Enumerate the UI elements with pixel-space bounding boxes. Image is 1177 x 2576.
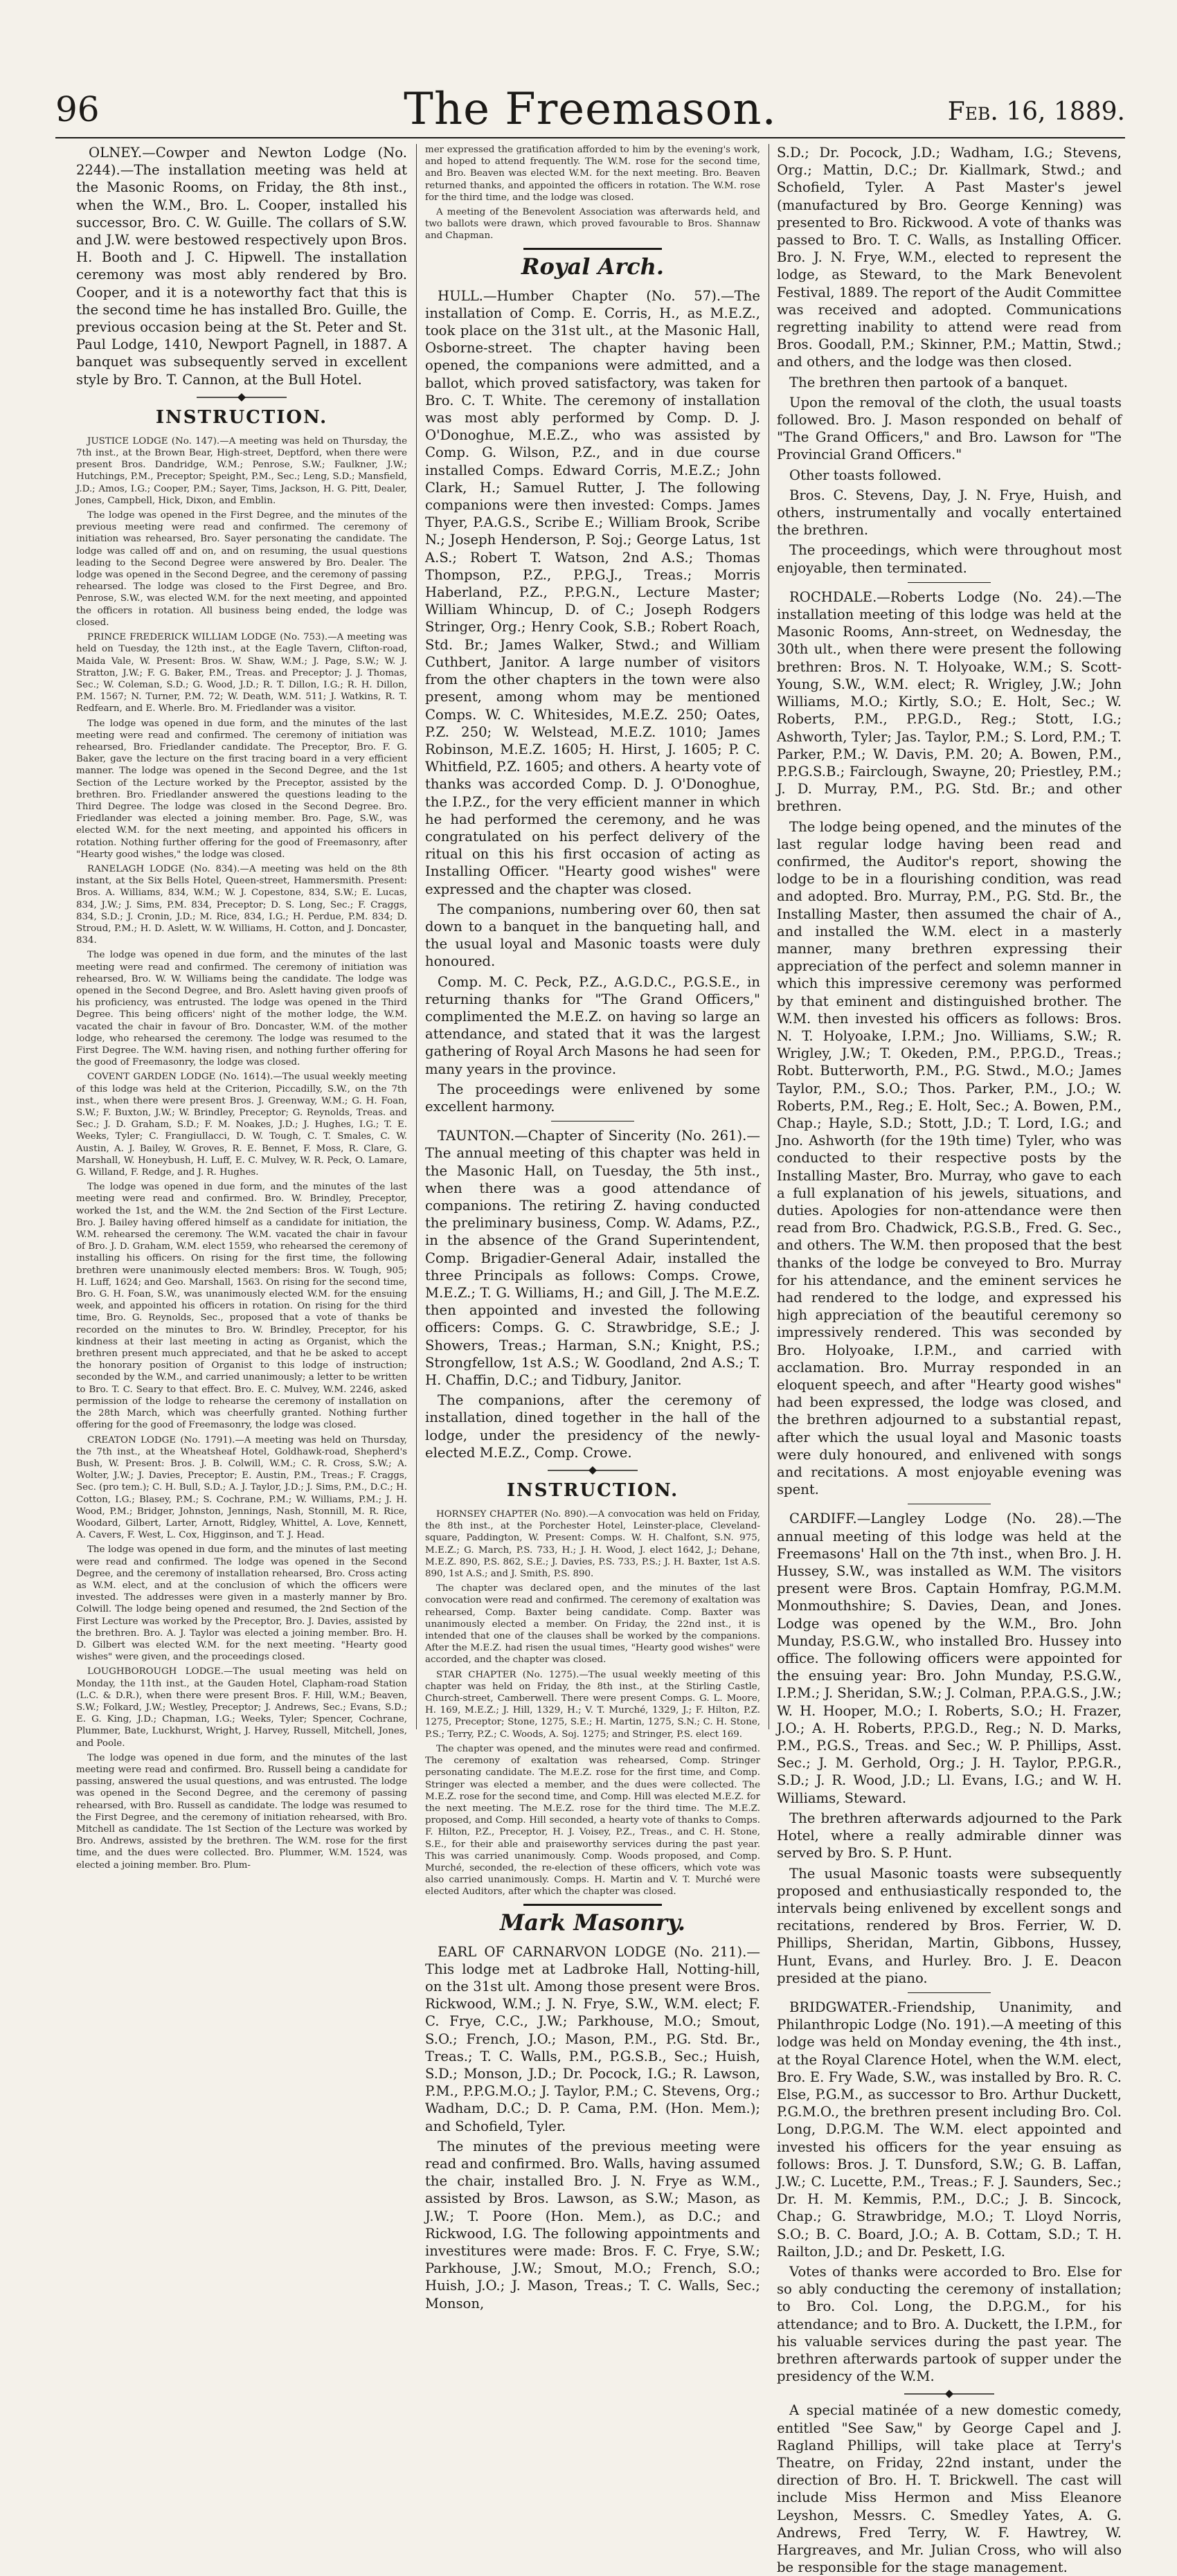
ornament-divider (548, 1466, 638, 1475)
section-rule (523, 1904, 662, 1906)
report-loughborough-lodge: LOUGHBOROUGH LODGE.—The usual meeting was held on Monday, the 11th inst., at the Gauden Hotel, Clapham-road Station (L.C. & D.R.), when there were present Bros. F. Hill, W.M.; Beaven, S.W.; Folkard, J.W.; Westley, Preceptor; J. Andrews, Sec.; Evans, S.D.; E. G. King, J.D.; Chapman, I.G.; Weeks, Tyler; Spencer, Cochrane, Plummer, Bate, Luckhurst, Wright, J. Harvey, Russell, Mitchell, Jones, and Poole. (76, 1666, 407, 1749)
report-paragraph: The chapter was opened, and the minutes were read and confirmed. The ceremony of exaltation was rehearsed, Comp. Stringer personating candidate. The M.E.Z. rose for the first time, and Comp. Stringer was elected a member, and the dues were collected. The M.E.Z. rose for the second time, and Comp. Hill was elected M.E.Z. for the next meeting. The M.E.Z. rose for the third time. The M.E.Z. proposed, and Comp. Hill seconded, a hearty vote of thanks to Comps. F. Hilton, P.Z., Preceptor, H. J. Voisey, P.Z., Treas., and C. H. Stone, S.E., for their able and praiseworthy services during the past year. This was carried unanimously. Comp. Woods proposed, and Comp. Murché, seconded, the re-election of these officers, which vote was also carried unanimously. Comps. H. Martin and V. T. Murché were elected Auditors, after which the chapter was closed. (425, 1743, 760, 1898)
report-star-chapter: STAR CHAPTER (No. 1275).—The usual weekly meeting of this chapter was held on Friday, the 8th inst., at the Stirling Castle, Church-street, Camberwell. There were present Comps. G. L. Moore, H. 169, M.E.Z.; J. Hill, 1329, H.; V. T. Murché, 1329, J.; F. Hilton, P.Z. 1275, Preceptor; Stone, 1275, S.E.; H. Martin, 1275, S.N.; C. H. Stone, P.S.; Terry, P.Z.; C. Woods, A. Soj. 1275; and Stringer, P.S. elect 169. (425, 1669, 760, 1740)
notice-matinee: A special matinée of a new domestic comedy, entitled "See Saw," by George Capel and J. Ragland Phillips, will take place at Terry's Theatre, on Friday, 22nd instant, under the direction of Bro. H. T. Brickwell. The cast will include Miss Hermon and Miss Eleanore Leyshon, Messrs. C. Smedley Yates, A. G. Andrews, Fred Terry, W. F. Hawtrey, W. Hargreaves, and Mr. Julian Cross, who will also be responsible for the stage management. (777, 2402, 1122, 2576)
report-paragraph: Bros. C. Stevens, Day, J. N. Frye, Huish, and others, instrumentally and vocally entertained the brethren. (777, 487, 1122, 539)
report-paragraph: The lodge was opened in due form, and the minutes of the last meeting were read and confirmed. The ceremony of initiation was rehearsed, Bro. Friedlander candidate. The Preceptor, Bro. F. G. Baker, gave the lecture on the first tracing board in a very efficient manner. The lodge was opened in the Second Degree, and the 1st Section of the Lecture worked by the Preceptor, assisted by the brethren. Bro. Friedlander answered the questions leading to the Third Degree. The lodge was closed in the Second Degree. Bro. Friedlander was elected a joining member. Bro. Page, S.W., was elected W.M. for the next meeting, and appointed his officers in rotation. Nothing further offering for the good of Freemasonry, after "Hearty good wishes," the lodge was closed. (76, 718, 407, 860)
article-rule (908, 1992, 991, 1993)
section-heading-royal-arch: Royal Arch. (521, 253, 665, 280)
column-2 (425, 144, 760, 2312)
masthead (55, 82, 1125, 141)
section-heading-instruction: INSTRUCTION. (506, 1480, 679, 1502)
report-paragraph: Upon the removal of the cloth, the usual toasts followed. Bro. J. Mason responded on behalf of "The Grand Officers," and Bro. Lawson for "The Provincial Grand Officers." (777, 394, 1122, 463)
report-paragraph: The lodge being opened, and the minutes of the last regular lodge having been read and confirmed, the Auditor's report, showing the lodge to be in a flourishing condition, was read and adopted. Bro. Murray, P.M., P.G. Std. Br., the Installing Master, then assumed the chair of A., and installed the W.M. elect in a masterly manner, many brethren expressing their appreciation of the perfect and solemn manner in which this impressive ceremony was performed by that eminent and distinguished brother. The W.M. then invested his officers as follows: Bros. N. T. Holyoake, I.P.M.; Jno. Williams, S.W.; R. Wrigley, J.W.; T. Okeden, P.M., P.P.G.D., Treas.; Robt. Butterworth, P.M., P.G. Stwd., M.O.; James Taylor, P.M., S.O.; Thos. Parker, P.M., J.O.; W. Roberts, P.M., Reg.; E. Holt, Sec.; A. Bowen, P.M., Chap.; Hayle, S.D.; Stott, J.D.; T. Lord, I.G.; and Jno. Ashworth (for the 19th time) Tyler, who was conducted to their respective posts by the Installing Master, Bro. Murray, who gave to each a full explanation of his jewels, situations, and duties. Apologies for non-attendance were then read from Bro. Chadwick, P.G.S.B., Fred. G. Sec., and others. The W.M. then proposed that the best thanks of the lodge be conveyed to Bro. Murray for his attendance, and the eminent services he had rendered to the lodge, and expressed his high appreciation of the beautiful ceremony so impressively rendered. This was seconded by Bro. Holyoake, I.P.M., and carried with acclamation. Bro. Murray responded in an eloquent speech, and after "Hearty good wishes" had been expressed, the lodge was closed, and the brethren adjourned to a substantial repast, after which the usual loyal and Masonic toasts were duly honoured, and enlivened with songs and recitations. A most enjoyable evening was spent. (777, 818, 1122, 1498)
report-paragraph: The lodge was opened in due form, and the minutes of the last meeting were read and confirmed. The ceremony of initiation was rehearsed, Bro. W. W. Williams being the candidate. The lodge was opened in the Second Degree, and Bro. Aslett having given proofs of his proficiency, was entrusted. The lodge was opened in the Third Degree. This being officers' night of the mother lodge, the W.M. vacated the chair in favour of Bro. Doncaster, W.M. of the mother lodge, who rehearsed the ceremony. The lodge was resumed to the First Degree. The W.M. having risen, and nothing further offering for the good of Freemasonry, the lodge was closed. (76, 950, 407, 1068)
report-ranelagh-lodge: RANELAGH LODGE (No. 834).—A meeting was held on the 8th instant, at the Six Bells Hotel, Queen-street, Hammersmith. Present: Bros. A. Williams, 834, W.M.; W. J. Copestone, 834, S.W.; E. Lucas, 834, J.W.; J. Sims, P.M. 834, Preceptor; D. S. Long, Sec.; F. Craggs, 834, S.D.; J. Cronin, J.D.; M. Rice, 834, I.G.; H. Perdue, P.M. 834; D. Stroud, P.M.; H. D. Aslett, W. W. Williams, H. Cotton, and J. Doncaster, 834. (76, 863, 407, 946)
report-earl-of-carnarvon-lodge: EARL OF CARNARVON LODGE (No. 211).—This lodge met at Ladbroke Hall, Notting-hill, on the 31st ult. Among those present were Bros. Rickwood, W.M.; J. N. Frye, S.W., W.M. elect; F. C. Frye, C.C., J.W.; Parkhouse, M.O.; Smout, S.O.; French, J.O.; Mason, P.M., P.G. Std. Br., Treas.; T. C. Walls, P.M., P.G.S.B., Sec.; Huish, S.D.; Monson, J.D.; Dr. Pocock, I.G.; R. Lawson, P.M., P.P.G.M.O.; J. Taylor, P.M.; C. Stevens, Org.; Wadham, D.C.; D. P. Cama, P.M. (Hon. Mem.); and Schofield, Tyler. (425, 1943, 760, 2134)
report-hornsey-chapter: HORNSEY CHAPTER (No. 890).—A convocation was held on Friday, the 8th inst., at the Porchester Hotel, Leinster-place, Cleveland-square, Paddington, W. Present: Comps. W. H. Chalfont, S.N. 975, M.E.Z.; G. March, P.S. 733, H.; J. H. Wood, J. elect 1642, J.; Dehane, M.E.Z. 890, P.S. 862, S.E.; J. Davies, P.S. 733, P.S.; J. H. Baxter, 1st A.S. 890, 1st A.S.; and J. Smith, P.S. 890. (425, 1509, 760, 1580)
report-paragraph: The companions, numbering over 60, then sat down to a banquet in the banqueting hall, and the usual loyal and Masonic toasts were duly honoured. (425, 901, 760, 970)
report-paragraph: The lodge was opened in due form, and the minutes of the last meeting were read and confirmed. Bro. Russell being a candidate for passing, answered the usual questions, and was entrusted. The lodge was opened in the Second Degree, and the ceremony of passing rehearsed, with Bro. Russell as candidate. The lodge was resumed to the First Degree, and the ceremony of initiation rehearsed, with Bro. Mitchell as candidate. The 1st Section of the Lecture was worked by Bro. Andrews, assisted by the brethren. The W.M. rose for the first time, and the dues were collected. Bro. Plummer, W.M. 1524, was elected a joining member. Bro. Plum- (76, 1752, 407, 1871)
report-prince-frederick-william-lodge: PRINCE FREDERICK WILLIAM LODGE (No. 753).—A meeting was held on Tuesday, the 12th inst., at the Eagle Tavern, Clifton-road, Maida Vale, W. Present: Bros. W. Shaw, W.M.; J. Page, S.W.; W. J. Stratton, J.W.; F. G. Baker, P.M., Treas. and Preceptor; J. J. Thomas, Sec.; W. Coleman, S.D.; G. Wood, J.D.; R. T. Dillon, I.G.; R. H. Dillon, P.M. 1567; N. Turner, P.M. 72; W. Death, W.M. 511; J. Watkins, R. T. Redfearn, and E. Wherle. Bro. M. Friedlander was a visitor. (76, 632, 407, 714)
publication-title: The Freemason. (404, 84, 777, 135)
report-paragraph: Other toasts followed. (789, 467, 942, 483)
article-rule (551, 1121, 634, 1122)
report-hull-humber-chapter: HULL.—Humber Chapter (No. 57).—The installation of Comp. E. Corris, H., as M.E.Z., took place on the 31st ult., at the Masonic Hall, Osborne-street. The chapter having been opened, the companions were admitted, and a ballot, which proved satisfactory, was taken for Bro. C. T. White. The ceremony of installation was most ably performed by Comp. D. J. O'Donoghue, M.E.Z., who was assisted by Comp. G. Wilson, P.Z., and in due course installed Comps. Edward Corris, M.E.Z.; John Clark, H.; Samuel Rutter, J. The following companions were then invested: Comps. James Thyer, P.A.G.S., Scribe E.; William Brook, Scribe N.; Joseph Henderson, P. Soj.; George Latus, 1st A.S.; Robert T. Watson, 2nd A.S.; Thomas Thompson, P.Z., P.P.G.J., Treas.; Morris Haberland, P.Z., P.P.G.N., Lecture Master; William Whincup, D. of C.; Joseph Rodgers Stringer, Org.; Henry Cook, S.B.; Robert Roach, Std. Br.; James Walker, Stwd.; and William Cuthbert, Janitor. A large number of visitors from the other chapters in the town were also present, among whom may be mentioned Comps. W. C. Whitesides, M.E.Z. 250; Oates, P.Z. 250; W. Welstead, M.E.Z. 1010; James Robinson, M.E.Z. 1605; H. Hirst, J. 1605; P. C. Whitfield, P.Z. 1605; and others. A hearty vote of thanks was accorded Comp. D. J. O'Donoghue, the I.P.Z., for the very efficient manner in which he had performed the ceremony, and he was congratulated on his perfect delivery of the ritual on this his first occasion of acting as Installing Officer. "Hearty good wishes" were expressed and the chapter was closed. (425, 287, 760, 897)
report-paragraph: The minutes of the previous meeting were read and confirmed. Bro. Walls, having assumed the chair, installed Bro. J. N. Frye as W.M., assisted by Bros. Lawson, as S.W.; Mason, as J.W.; T. Poore (Hon. Mem.), as D.C.; and Rickwood, I.G. The following appointments and investitures were made: Bros. F. C. Frye, S.W.; Parkhouse, J.W.; Smout, M.O.; French, S.O.; Huish, J.O.; J. Mason, Treas.; T. C. Walls, Sec.; Monson, (425, 2138, 760, 2312)
report-paragraph: The lodge was opened in due form, and the minutes of last meeting were read and confirmed. The lodge was opened in the Second Degree, and the ceremony of installation rehearsed, Bro. Cross acting as W.M. elect, and at the conclusion of which the officers were invested. The addresses were given in a masterly manner by Bro. Colwill. The lodge being opened and resumed, the 2nd Section of the First Lecture was worked by the Preceptor, Bro. J. Davies, assisted by the brethren. Bro. A. J. Taylor was elected a joining member. Bro. H. D. Gilbert was elected W.M. for the next meeting. "Hearty good wishes" were given, and the proceedings closed. (76, 1544, 407, 1663)
article-rule (908, 582, 991, 583)
page-number: 96 (55, 89, 100, 129)
report-paragraph: Comp. M. C. Peck, P.Z., A.G.D.C., P.G.S.E., in returning thanks for "The Grand Officers," complimented the M.E.Z. on having so large an attendance, and stated that it was the largest gathering of Royal Arch Masons he had seen for many years in the province. (425, 973, 760, 1077)
report-olney: OLNEY.—Cowper and Newton Lodge (No. 2244).—The installation meeting was held at the Masonic Rooms, on Friday, the 8th inst., when the W.M., Bro. L. Cooper, installed his successor, Bro. C. W. Guille. The collars of S.W. and J.W. were bestowed respectively upon Bros. H. Booth and J. C. Hipwell. The installation ceremony was most ably rendered by Bro. Cooper, and it is a noteworthy fact that this is the second time he has installed Bro. Guille, the previous occasion being at the St. Peter and St. Paul Lodge, 1410, Newport Pagnell, in 1887. A banquet was subsequently served in excellent style by Bro. T. Cannon, at the Bull Hotel. (76, 145, 407, 388)
column-3 (777, 144, 1122, 2576)
report-taunton-chapter-of-sincerity: TAUNTON.—Chapter of Sincerity (No. 261).—The annual meeting of this chapter was held in the Masonic Hall, on Tuesday, the 5th inst., when there was a good attendance of companions. The retiring Z. having conducted the preliminary business, Comp. W. Adams, P.Z., in the absence of the Grand Superintendent, Comp. Brigadier-General Adair, installed the three Principals as follows: Comps. Crowe, M.E.Z.; T. G. Williams, H.; and Gill, J. The M.E.Z. then appointed and invested the following officers: Comps. G. C. Strawbridge, S.E.; J. Showers, Treas.; Harman, S.N.; Knight, P.S.; Strongfellow, 1st A.S.; W. Goodland, 2nd A.S.; T. H. Chaffin, D.C.; and Tidbury, Janitor. (425, 1128, 760, 1389)
report-paragraph: The brethren then partook of a banquet. (789, 374, 1068, 390)
report-covent-garden-lodge: COVENT GARDEN LODGE (No. 1614).—The usual weekly meeting of this lodge was held at the Criterion, Piccadilly, S.W., on the 7th inst., when there were present Bros. J. Greenway, W.M.; G. H. Foan, S.W.; F. Buxton, J.W.; W. Brindley, Preceptor; G. Reynolds, Treas. and Sec.; J. D. Graham, S.D.; F. M. Noakes, J.D.; J. Hughes, I.G.; T. E. Weeks, Tyler; C. Frangiullacci, D. W. Tough, C. T. Smales, C. W. Austin, A. J. Bailey, W. Groves, R. E. Bennet, F. Moss, R. Clare, G. Marshall, W. Honeybush, H. Luff, E. C. Mulvey, W. R. Peck, O. Lamare, G. Willand, F. Redge, and J. R. Hughes. (76, 1072, 407, 1178)
report-continuation: mer expressed the gratification afforded to him by the evening's work, and hoped to attend frequently. The W.M. rose for the second time, and Bro. Beaven was elected W.M. for the next meeting. Bro. Beaven returned thanks, and appointed the officers in rotation. The W.M. rose for the third time, and the lodge was closed. (425, 145, 760, 203)
ornament-divider (904, 2389, 994, 2399)
report-paragraph: The brethren afterwards adjourned to the Park Hotel, where a really admirable dinner was served by Bro. S. P. Hunt. (777, 1810, 1122, 1862)
section-heading-instruction: INSTRUCTION. (155, 406, 328, 428)
section-heading-mark-masonry: Mark Masonry. (499, 1909, 686, 1936)
report-paragraph: The usual Masonic toasts were subsequently proposed and enthusiastically responded to, the intervals being enlivened by excellent songs and recitations, rendered by Bros. Ferrier, W. D. Phillips, Sheridan, Martin, Gibbons, Hussey, Hunt, Evans, and Hurley. Bro. J. E. Deacon presided at the piano. (777, 1865, 1122, 1986)
report-paragraph: The lodge was opened in the First Degree, and the minutes of the previous meeting were read and confirmed. The ceremony of initiation was rehearsed, Bro. Sayer personating the candidate. The lodge was called off and on, and on resuming, the usual questions leading to the Second Degree were answered by Bro. Dealer. The lodge was opened in the Second Degree, and the ceremony of passing rehearsed. The lodge was closed to the First Degree, and Bro. Penrose, S.W., was elected W.M. for the next meeting, and appointed the officers in rotation. All business being ended, the lodge was closed. (76, 510, 407, 628)
report-paragraph: The lodge was opened in due form, and the minutes of the last meeting were read and confirmed. Bro. W. Brindley, Preceptor, worked the 1st, and the W.M. the 2nd Section of the First Lecture. Bro. J. Bailey having offered himself as a candidate for initiation, the W.M. rehearsed the ceremony. The W.M. vacated the chair in favour of Bro. J. D. Graham, W.M. elect 1559, who rehearsed the ceremony of installing his officers. On rising for the first time, the following brethren were unanimously elected members: Bros. W. Tough, 905; H. Luff, 1624; and Geo. Marshall, 1563. On rising for the second time, Bro. G. H. Foan, S.W., was unanimously elected W.M. for the ensuing week, and appointed his officers in rotation. On rising for the third time, Bro. G. Reynolds, Sec., proposed that a vote of thanks be recorded on the minutes to Bro. W. Brindley, Preceptor, for his kindness at their last meeting in acting as Organist, which the brethren present much appreciated, and that he be asked to accept the honorary position of Organist to this lodge of instruction; seconded by the W.M., and carried unanimously; a letter to be written to Bro. T. C. Seary to that effect. Bro. E. C. Mulvey, W.M. 2246, asked permission of the lodge to rehearse the ceremony of installation on the 28th March, which was cheerfully granted. Nothing further offering for the good of Freemasonry, the lodge was closed. (76, 1182, 407, 1431)
column-1 (76, 144, 407, 1871)
report-paragraph: Votes of thanks were accorded to Bro. Else for so ably conducting the ceremony of installation; to Bro. Col. Long, the D.P.G.M., for his attendance; and to Bro. A. Duckett, the I.P.M., for his valuable services during the past year. The brethren afterwards partook of supper under the presidency of the W.M. (777, 2263, 1122, 2385)
report-rochdale-roberts-lodge: ROCHDALE.—Roberts Lodge (No. 24).—The installation meeting of this lodge was held at the Masonic Rooms, Ann-street, on Wednesday, the 30th ult., when there were present the following brethren: Bros. N. T. Holyoake, W.M.; S. Scott-Young, S.W., W.M. elect; R. Wrigley, J.W.; John Williams, M.O.; Kirtly, S.O.; E. Holt, Sec.; W. Roberts, P.M., P.P.G.D., Reg.; Stott, I.G.; Ashworth, Tyler; Jas. Taylor, P.M.; S. Lord, P.M.; T. Parker, P.M.; W. Davis, P.M. 20; A. Bowen, P.M., P.P.G.S.B.; Fairclough, Swayne, 20; Priestley, P.M.; J. D. Murray, P.M., P.G. Std. Br.; and other brethren. (777, 588, 1122, 815)
report-paragraph: The proceedings were enlivened by some excellent harmony. (425, 1081, 760, 1115)
report-paragraph: The proceedings, which were throughout most enjoyable, then terminated. (777, 542, 1122, 576)
column-divider (416, 144, 417, 1729)
report-paragraph: A meeting of the Benevolent Association was afterwards held, and two ballots were drawn, which proved favourable to Bros. Shannaw and Chapman. (425, 207, 760, 242)
report-paragraph: The chapter was declared open, and the minutes of the last convocation were read and confirmed. The ceremony of exaltation was rehearsed, Comp. Baxter being candidate. Comp. Baxter was unanimously elected a member. On Friday, the 22nd inst., it is intended that one of the clauses shall be worked by the companions. After the M.E.Z. had risen the usual times, "Hearty good wishes" were accorded, and the chapter was closed. (425, 1583, 760, 1666)
masthead-rule (55, 137, 1125, 138)
report-justice-lodge: JUSTICE LODGE (No. 147).—A meeting was held on Thursday, the 7th inst., at the Brown Bear, High-street, Deptford, when there were present Bros. Dandridge, W.M.; Penrose, S.W.; Faulkner, J.W.; Hutchings, P.M., Preceptor; Speight, P.M., Sec.; Leng, S.D.; Mansfield, J.D.; Amos, I.G.; Cooper, P.M.; Sayer, Tims, Jackson, H. G. Pitt, Dealer, Jones, Campbell, Hick, Dixon, and Emblin. (76, 435, 407, 506)
report-cardiff-langley-lodge: CARDIFF.—Langley Lodge (No. 28).—The annual meeting of this lodge was held at the Freemasons' Hall on the 7th inst., when Bro. J. H. Hussey, S.W., was installed as W.M. The visitors present were Bros. Captain Homfray, P.G.M.M. Monmouthshire; S. Davies, Dean, and Jones. Lodge was opened by the W.M., Bro. John Munday, P.S.G.W., who installed Bro. Hussey into office. The following officers were appointed for the ensuing year: Bro. John Munday, P.S.G.W., I.P.M.; J. Sheridan, S.W.; J. Colman, P.P.A.G.S., J.W.; W. H. Hooper, M.O.; I. Roberts, S.O.; H. Frazer, J.O.; A. H. Roberts, P.P.G.D., Reg.; N. D. Marks, P.M., P.G.S., Treas. and Sec.; W. P. Phillips, Asst. Sec.; J. M. Gerhold, Org.; J. H. Taylor, P.P.G.R., S.D.; J. R. Wood, J.D.; Ll. Evans, I.G.; and W. H. Williams, Steward. (777, 1511, 1122, 1806)
section-rule (523, 248, 662, 250)
report-bridgwater-lodge: BRIDGWATER.-Friendship, Unanimity, and Philanthropic Lodge (No. 191).—A meeting of this lodge was held on Monday evening, the 4th inst., at the Royal Clarence Hotel, when the W.M. elect, Bro. E. Fry Wade, S.W., was installed by Bro. R. C. Else, P.G.M., as successor to Bro. Arthur Duckett, P.G.M.O., the brethren present including Bro. Col. Long, D.P.G.M. The W.M. elect appointed and invested his officers for the year ensuing as follows: Bros. J. T. Dunsford, S.W.; G. B. Laffan, J.W.; C. Lucette, P.M., Treas.; F. J. Saunders, Sec.; Dr. H. M. Kemmis, P.M., D.C.; J. B. Sincock, Chap.; G. Strawbridge, M.O.; T. Lloyd Norris, S.O.; B. C. Board, J.O.; A. B. Cottam, S.D.; T. H. Railton, J.D.; and Dr. Peskett, I.G. (777, 1999, 1122, 2260)
report-continuation: S.D.; Dr. Pocock, J.D.; Wadham, I.G.; Stevens, Org.; Mattin, D.C.; Dr. Kiallmark, Stwd.; and Schofield, Tyler. A Past Master's jewel (manufactured by Bro. George Kenning) was presented to Bro. Rickwood. A vote of thanks was passed to Bro. T. C. Walls, as Installing Officer. Bro. J. N. Frye, W.M., elected to represent the lodge, as Steward, to the Mark Benevolent Festival, 1889. The report of the Audit Committee was received and adopted. Communications regretting inability to attend were read from Bros. Goodall, P.M.; Skinner, P.M.; Mattin, Stwd.; and others, and the lodge was then closed. (777, 145, 1122, 370)
issue-date: Feb. 16, 1889. (947, 98, 1125, 126)
ornament-divider (197, 393, 287, 402)
report-paragraph: The companions, after the ceremony of installation, dined together in the hall of the lodge, under the presidency of the newly-elected M.E.Z., Comp. Crowe. (425, 1392, 760, 1461)
report-creaton-lodge: CREATON LODGE (No. 1791).—A meeting was held on Thursday, the 7th inst., at the Wheatsheaf Hotel, Goldhawk-road, Shepherd's Bush, W. Present: Bros. J. B. Colwill, W.M.; C. R. Cross, S.W.; A. Wolter, J.W.; J. Davies, Preceptor; E. Austin, P.M., Treas.; F. Craggs, Sec. (pro tem.); C. H. Bull, S.D.; A. J. Taylor, J.D.; J. Sims, P.M., D.C.; H. Cotton, I.G.; Blasey, P.M.; S. Cochrane, P.M.; W. Williams, P.M.; J. H. Wood, P.M.; Bridger, Johnston, Jennings, Nash, Stonnill, M. R. Rice, Woodard, Gilbert, Larter, Arnott, Ridgley, Whittel, A. Love, Kennett, A. Cavers, F. West, L. Cox, Higginson, and T. J. Head. (76, 1434, 407, 1541)
